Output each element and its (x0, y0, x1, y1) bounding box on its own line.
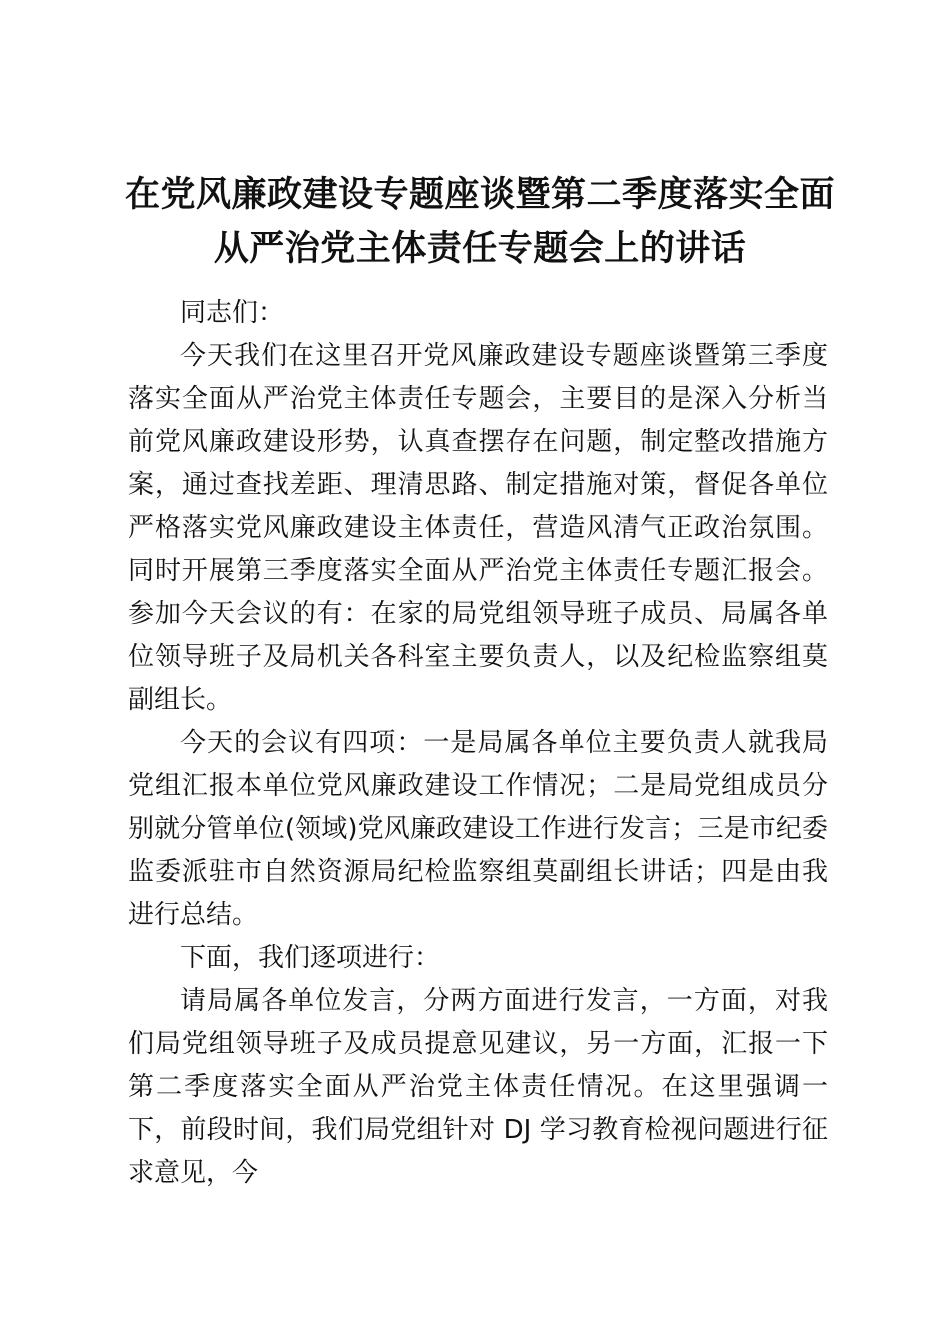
document-body (128, 292, 828, 1195)
salutation: 同志们： (180, 298, 285, 328)
paragraph-1: 今天我们在这里召开党风廉政建设专题座谈暨第三季度落实全面从严治党主体责任专题会，主要目的是深入分析当前党风廉政建设形势，认真查摆存在问题，制定整改措施方案，通过查找差距、理清思路、制定措施对策，督促各单位严格落实党风廉政建设主体责任，营造风清气正政治氛围。同时开展第三季度落实全面从严治党主体责任专题汇报会。参加今天会议的有：在家的局党组领导班子成员、局属各单位领导班子及局机关各科室主要负责人，以及纪检监察组莫副组长。 (128, 341, 828, 715)
title-line-2: 从严治党主体责任专题会上的讲话 (213, 229, 747, 269)
paragraph-2: 今天的会议有四项：一是局属各单位主要负责人就我局党组汇报本单位党风廉政建设工作情况；二是局党组成员分别就分管单位(领域)党风廉政建设工作进行发言；三是市纪委监委派驻市自然资源局纪检监察组莫副组长讲话；四是由我进行总结。 (128, 728, 828, 930)
title-line-1: 在党风廉政建设专题座谈暨第二季度落实全面 (124, 175, 835, 215)
paragraph-3: 下面，我们逐项进行： (180, 943, 441, 973)
paragraph-4: 请局属各单位发言，分两方面进行发言，一方面，对我们局党组领导班子及成员提意见建议，另一方面，汇报一下第二季度落实全面从严治党主体责任情况。在这里强调一下，前段时间，我们局党组针对 DJ 学习教育检视问题进行征求意见，今 (128, 986, 828, 1188)
document-title (110, 168, 850, 276)
